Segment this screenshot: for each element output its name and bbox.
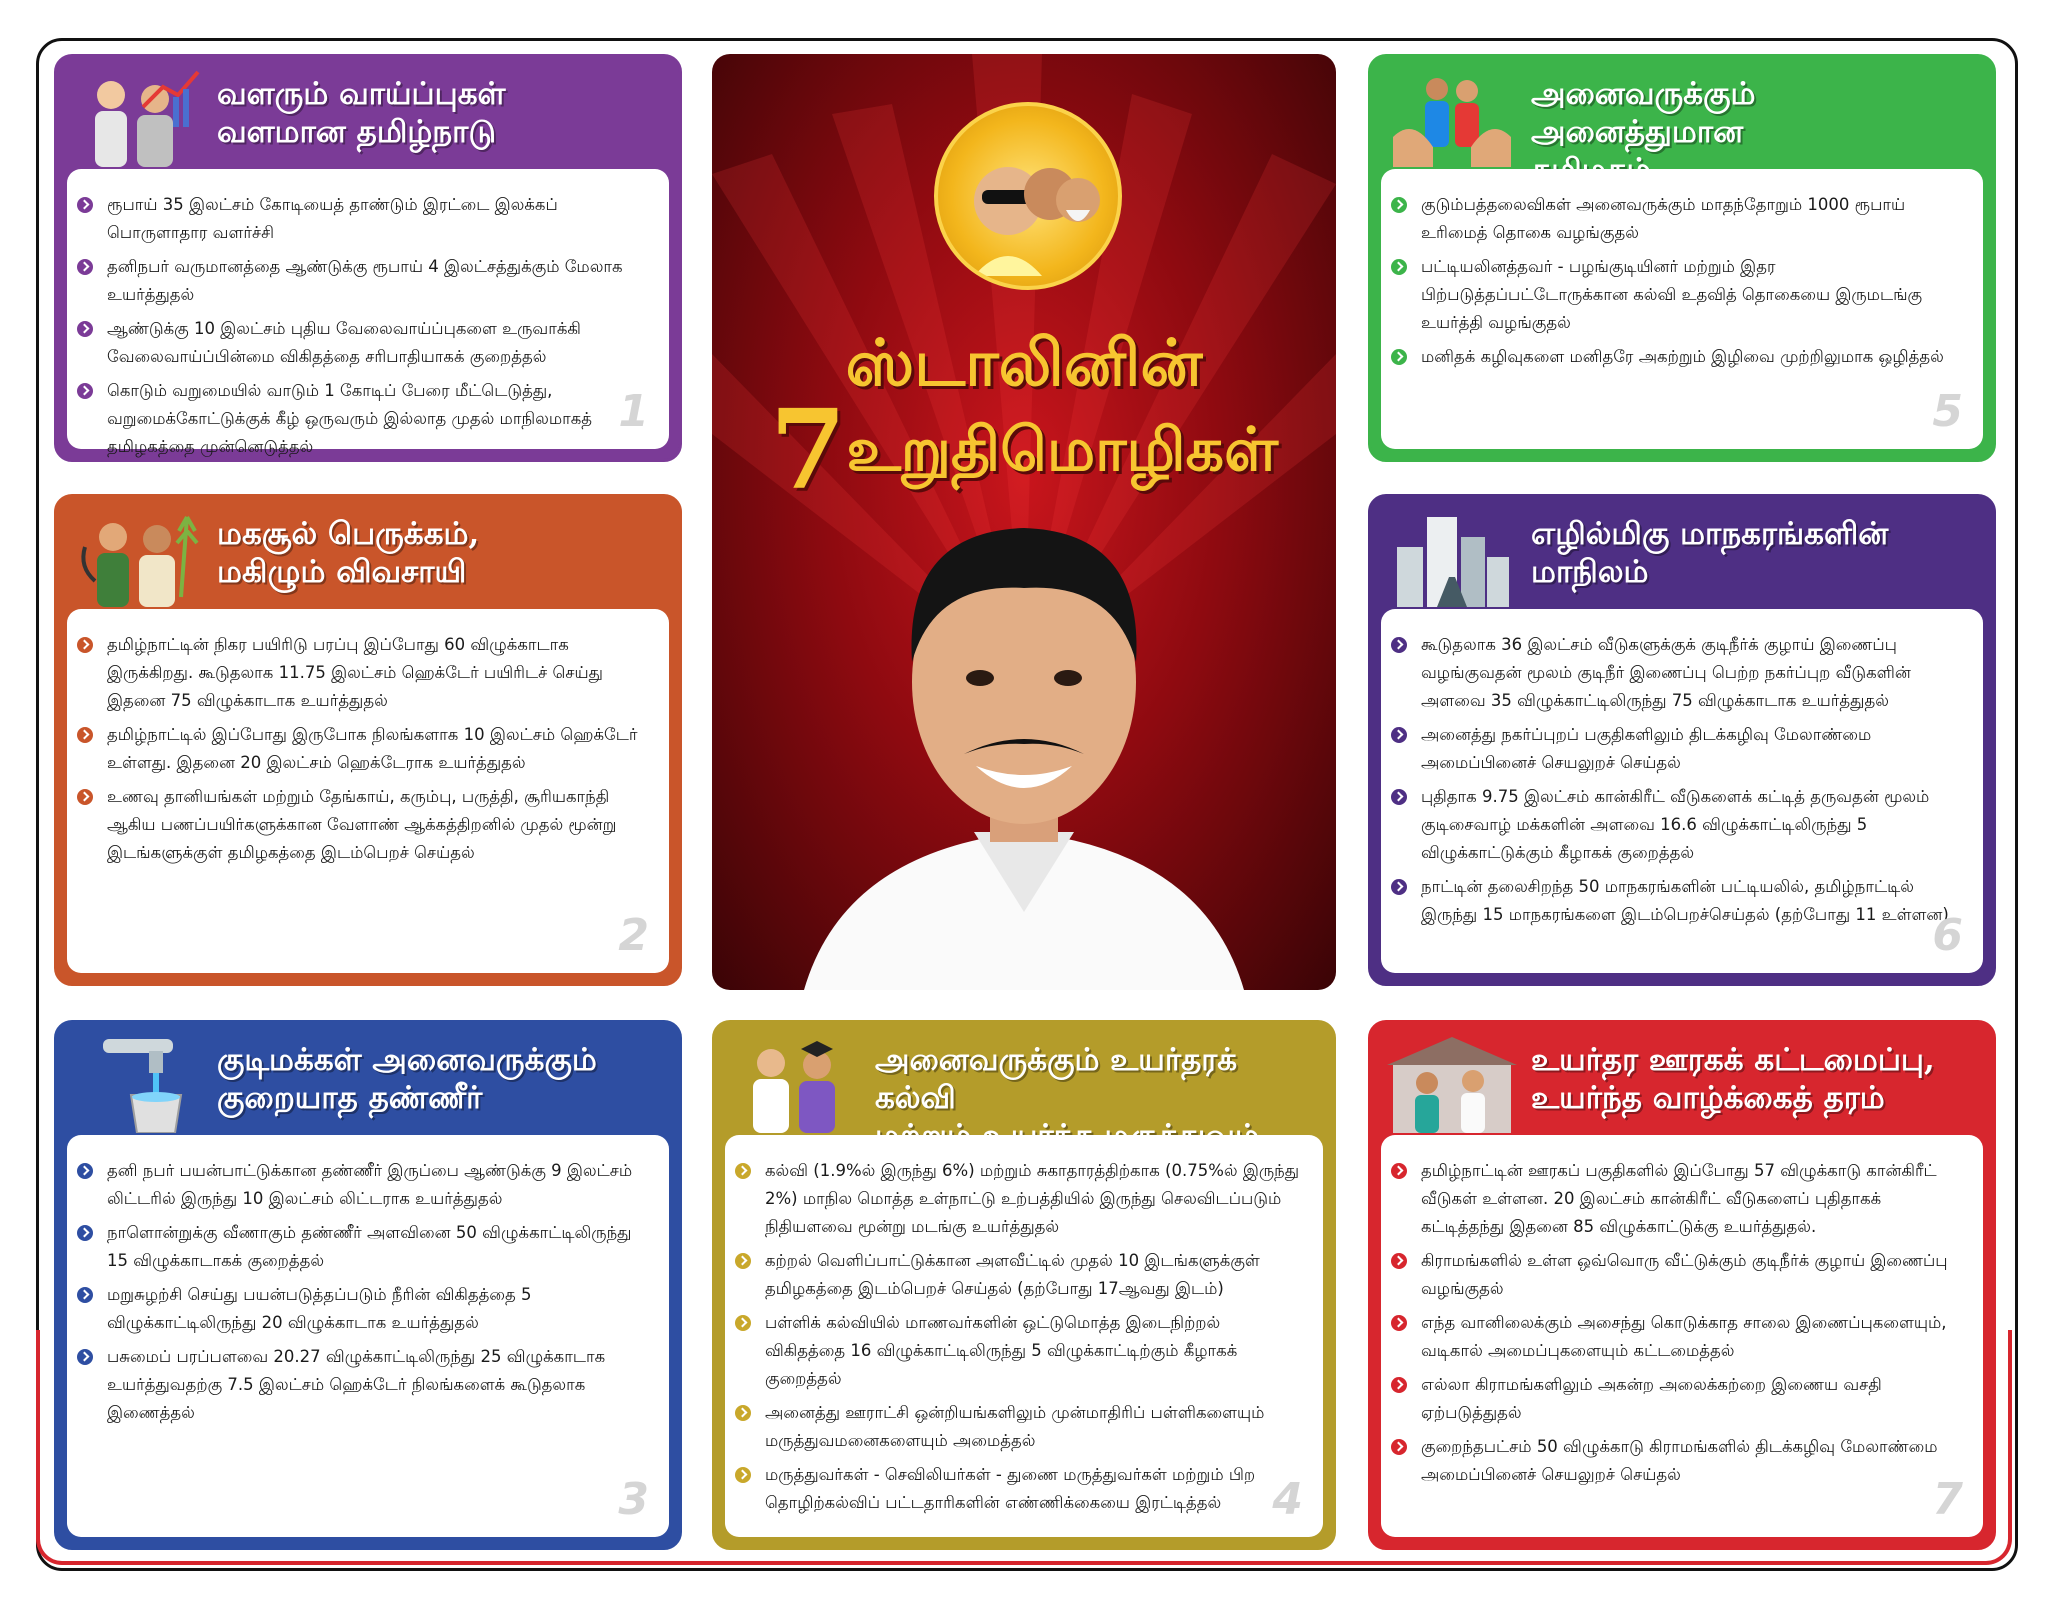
panel-title-line-2: உயர்ந்த வாழ்க்கைத் தரம் [1531,1080,1885,1116]
panel-title-line-1: அனைவருக்கும் அனைத்துமான [1531,76,1756,150]
poster-number: 7 [769,385,847,514]
chevron-right-icon [77,1163,93,1179]
panel-header [1371,497,1993,615]
poster-title-line-2: உறுதிமொழிகள் [846,415,1279,485]
pledge-panel-6 [1368,494,1996,986]
list-item: தமிழ்நாட்டின் நிகர பயிரிடு பரப்பு இப்போது 60 விழுக்காடாக இருக்கிறது. கூடுதலாக 11.75 இலட்சம் ஹெக்டேர் பயிரிடச் செய்து இதனை 75 விழுக்காடாக உயர்த்துதல் [107,631,647,715]
panel-title-line-2: வளமான தமிழ்நாடு [217,114,497,150]
chevron-right-icon [77,383,93,399]
chevron-right-icon [735,1163,751,1179]
chevron-right-icon [77,1225,93,1241]
chevron-right-icon [77,259,93,275]
pledge-panel-2 [54,494,682,986]
panel-body [67,1135,669,1537]
list-item: கல்வி (1.9%ல் இருந்து 6%) மற்றும் சுகாதாரத்திற்காக (0.75%ல் இருந்து 2%) மாநில மொத்த உள்நாட்டு உற்பத்தியில் இருந்து செலவிடப்படும் நிதியளவை மூன்று மடங்கு உயர்த்துதல் [765,1157,1301,1241]
list-item: அனைத்து ஊராட்சி ஒன்றியங்களிலும் முன்மாதிரிப் பள்ளிகளையும் மருத்துவமனைகளையும் அமைத்தல் [765,1399,1301,1455]
list-item: கொடும் வறுமையில் வாடும் 1 கோடிப் பேரை மீட்டெடுத்து, வறுமைக்கோட்டுக்குக் கீழ் ஒருவரும் இல்லாத முதல் மாநிலமாகத் தமிழகத்தை முன்னெடுத்தல் [107,377,647,461]
panel-title-line-1: எழில்மிகு மாநகரங்களின் [1531,516,1889,552]
pledge-panel-5 [1368,54,1996,462]
list-item: ரூபாய் 35 இலட்சம் கோடியைத் தாண்டும் இரட்டை இலக்கப் பொருளாதார வளர்ச்சி [107,191,647,247]
chevron-right-icon [1391,259,1407,275]
panel-title-line-2: மாநிலம் [1531,554,1649,590]
list-item: தனி நபர் பயன்பாட்டுக்கான தண்ணீர் இருப்பை ஆண்டுக்கு 9 இலட்சம் லிட்டரில் இருந்து 10 இலட்சம் லிட்டராக உயர்த்துதல் [107,1157,647,1213]
chevron-right-icon [77,1349,93,1365]
pledge-panel-4 [712,1020,1336,1550]
chevron-right-icon [1391,879,1407,895]
panel-header [57,57,679,175]
list-item: குறைந்தபட்சம் 50 விழுக்காடு கிராமங்களில் திடக்கழிவு மேலாண்மை அமைப்பினைச் செயலுறச் செய்தல் [1421,1433,1961,1489]
panel-title-line-1: உயர்தர ஊரகக் கட்டமைப்பு, [1531,1042,1935,1078]
panel-body [725,1135,1323,1537]
panel-number: 6 [1932,910,1963,961]
chevron-right-icon [1391,1163,1407,1179]
panel-number: 5 [1932,386,1963,437]
list-item: கூடுதலாக 36 இலட்சம் வீடுகளுக்குக் குடிநீர்க் குழாய் இணைப்பு வழங்குவதன் மூலம் குடிநீர் இணைப்பு பெற்ற நகர்ப்புற வீடுகளின் அளவை 35 விழுக்காட்டிலிருந்து 75 விழுக்காடாக உயர்த்துதல் [1421,631,1961,715]
pledge-panel-1 [54,54,682,462]
list-item: பசுமைப் பரப்பளவை 20.27 விழுக்காட்டிலிருந்து 25 விழுக்காடாக உயர்த்துவதற்கு 7.5 இலட்சம் ஹெக்டேர் நிலங்களைக் கூடுதலாக இணைத்தல் [107,1343,647,1427]
pledge-panel-7 [1368,1020,1996,1550]
list-item: ஆண்டுக்கு 10 இலட்சம் புதிய வேலைவாய்ப்புகளை உருவாக்கி வேலைவாய்ப்பின்மை விகிதத்தை சரிபாதியாகக் குறைத்தல் [107,315,647,371]
doctor-graduate-icon [731,1033,861,1133]
panel-body [67,609,669,973]
list-item: மறுசுழற்சி செய்து பயன்படுத்தப்படும் நீரின் விகிதத்தை 5 விழுக்காட்டிலிருந்து 20 விழுக்காடாக உயர்த்துதல் [107,1281,647,1337]
list-item: கற்றல் வெளிப்பாட்டுக்கான அளவீட்டில் முதல் 10 இடங்களுக்குள் தமிழகத்தை இடம்பெறச் செய்தல் (தற்போது 17ஆவது இடம்) [765,1247,1301,1303]
list-item: பள்ளிக் கல்வியில் மாணவர்களின் ஒட்டுமொத்த இடைநிற்றல் விகிதத்தை 16 விழுக்காட்டிலிருந்து 5 விழுக்காட்டிற்கும் கீழாகக் குறைத்தல் [765,1309,1301,1393]
list-item: நாட்டின் தலைசிறந்த 50 மாநகரங்களின் பட்டியலில், தமிழ்நாட்டில் இருந்து 15 மாநகரங்களை இடம்பெறச்செய்தல் (தற்போது 11 உள்ளன) [1421,873,1961,929]
chevron-right-icon [77,321,93,337]
panel-number: 4 [1272,1474,1303,1525]
chevron-right-icon [77,789,93,805]
panel-title-line-1: அனைவருக்கும் உயர்தரக் கல்வி [875,1042,1238,1116]
panel-header [715,1023,1333,1141]
center-poster [712,54,1336,990]
panel-number: 1 [618,386,649,437]
panel-title-line-2: மகிழும் விவசாயி [217,554,467,590]
chevron-right-icon [77,637,93,653]
chevron-right-icon [1391,727,1407,743]
chevron-right-icon [1391,1377,1407,1393]
chevron-right-icon [77,197,93,213]
chevron-right-icon [1391,789,1407,805]
panel-number: 7 [1932,1474,1963,1525]
list-item: புதிதாக 9.75 இலட்சம் கான்கிரீட் வீடுகளைக் கட்டித் தருவதன் மூலம் குடிசைவாழ் மக்களின் அளவை 16.6 விழுக்காட்டிலிருந்து 5 விழுக்காட்டுக்கும் கீழாகக் குறைத்தல் [1421,783,1961,867]
farmers-icon [73,507,203,607]
city-buildings-icon [1387,507,1517,607]
panel-number: 2 [618,910,649,961]
leaders-emblem [934,102,1122,290]
list-item: நாளொன்றுக்கு வீணாகும் தண்ணீர் அளவினை 50 விழுக்காட்டிலிருந்து 15 விழுக்காடாகக் குறைத்தல் [107,1219,647,1275]
panel-title-line-2: குறையாத தண்ணீர் [217,1080,483,1116]
business-people-icon [73,67,203,167]
chevron-right-icon [77,1287,93,1303]
chevron-right-icon [77,727,93,743]
panel-title-line-1: மகசூல் பெருக்கம், [217,516,480,552]
panel-body [67,169,669,456]
panel-title-line-1: குடிமக்கள் அனைவருக்கும் [217,1042,597,1078]
chevron-right-icon [735,1315,751,1331]
chevron-right-icon [735,1253,751,1269]
list-item: குடும்பத்தலைவிகள் அனைவருக்கும் மாதந்தோறும் 1000 ரூபாய் உரிமைத் தொகை வழங்குதல் [1421,191,1961,247]
panel-header [1371,1023,1993,1141]
rural-family-home-icon [1387,1033,1517,1133]
chevron-right-icon [735,1405,751,1421]
chevron-right-icon [1391,1439,1407,1455]
poster-title-line-1: ஸ்டாலினின் [845,326,1203,401]
chevron-right-icon [1391,637,1407,653]
chevron-right-icon [1391,1253,1407,1269]
leader-portrait [804,492,1244,990]
water-tap-icon [73,1033,203,1133]
list-item: எல்லா கிராமங்களிலும் அகன்ற அலைக்கற்றை இணைய வசதி ஏற்படுத்துதல் [1421,1371,1961,1427]
list-item: அனைத்து நகர்ப்புறப் பகுதிகளிலும் திடக்கழிவு மேலாண்மை அமைப்பினைச் செயலுறச் செய்தல் [1421,721,1961,777]
list-item: தனிநபர் வருமானத்தை ஆண்டுக்கு ரூபாய் 4 இலட்சத்துக்கும் மேலாக உயர்த்துதல் [107,253,647,309]
list-item: தமிழ்நாட்டின் ஊரகப் பகுதிகளில் இப்போது 57 விழுக்காடு கான்கிரீட் வீடுகள் உள்ளன. 20 இலட்சம் கான்கிரீட் வீடுகளைப் புதிதாகக் கட்டித்தந்து இதனை 85 விழுக்காட்டுக்கு உயர்த்துதல். [1421,1157,1961,1241]
list-item: கிராமங்களில் உள்ள ஒவ்வொரு வீட்டுக்கும் குடிநீர்க் குழாய் இணைப்பு வழங்குதல் [1421,1247,1961,1303]
panel-header [57,497,679,615]
chevron-right-icon [1391,1315,1407,1331]
panel-header [57,1023,679,1141]
panel-number: 3 [618,1474,649,1525]
pledge-panel-3 [54,1020,682,1550]
panel-header [1371,57,1993,175]
list-item: எந்த வானிலைக்கும் அசைந்து கொடுக்காத சாலை இணைப்புகளையும், வடிகால் அமைப்புகளையும் கட்டமைத்தல் [1421,1309,1961,1365]
list-item: பட்டியலினத்தவர் - பழங்குடியினர் மற்றும் இதர பிற்படுத்தப்பட்டோருக்கான கல்வி உதவித் தொகையை இருமடங்கு உயர்த்தி வழங்குதல் [1421,253,1961,337]
panel-body [1381,1135,1983,1537]
chevron-right-icon [735,1467,751,1483]
list-item: மருத்துவர்கள் - செவிலியர்கள் - துணை மருத்துவர்கள் மற்றும் பிற தொழிற்கல்விப் பட்டதாரிகளின் எண்ணிக்கையை இரட்டித்தல் [765,1461,1301,1517]
list-item: தமிழ்நாட்டில் இப்போது இருபோக நிலங்களாக 10 இலட்சம் ஹெக்டேர் உள்ளது. இதனை 20 இலட்சம் ஹெக்டேராக உயர்த்துதல் [107,721,647,777]
list-item: உணவு தானியங்கள் மற்றும் தேங்காய், கரும்பு, பருத்தி, சூரியகாந்தி ஆகிய பணப்பயிர்களுக்கான வேளாண் ஆக்கத்திறனில் முதல் மூன்று இடங்களுக்குள் தமிழகத்தை இடம்பெறச் செய்தல் [107,783,647,867]
list-item: மனிதக் கழிவுகளை மனிதரே அகற்றும் இழிவை முற்றிலுமாக ஒழித்தல் [1421,343,1961,371]
chevron-right-icon [1391,349,1407,365]
family-hands-icon [1387,67,1517,167]
panel-title-line-1: வளரும் வாய்ப்புகள் [217,76,506,112]
panel-body [1381,609,1983,973]
poster-headline [712,326,1336,514]
panel-body [1381,169,1983,449]
chevron-right-icon [1391,197,1407,213]
